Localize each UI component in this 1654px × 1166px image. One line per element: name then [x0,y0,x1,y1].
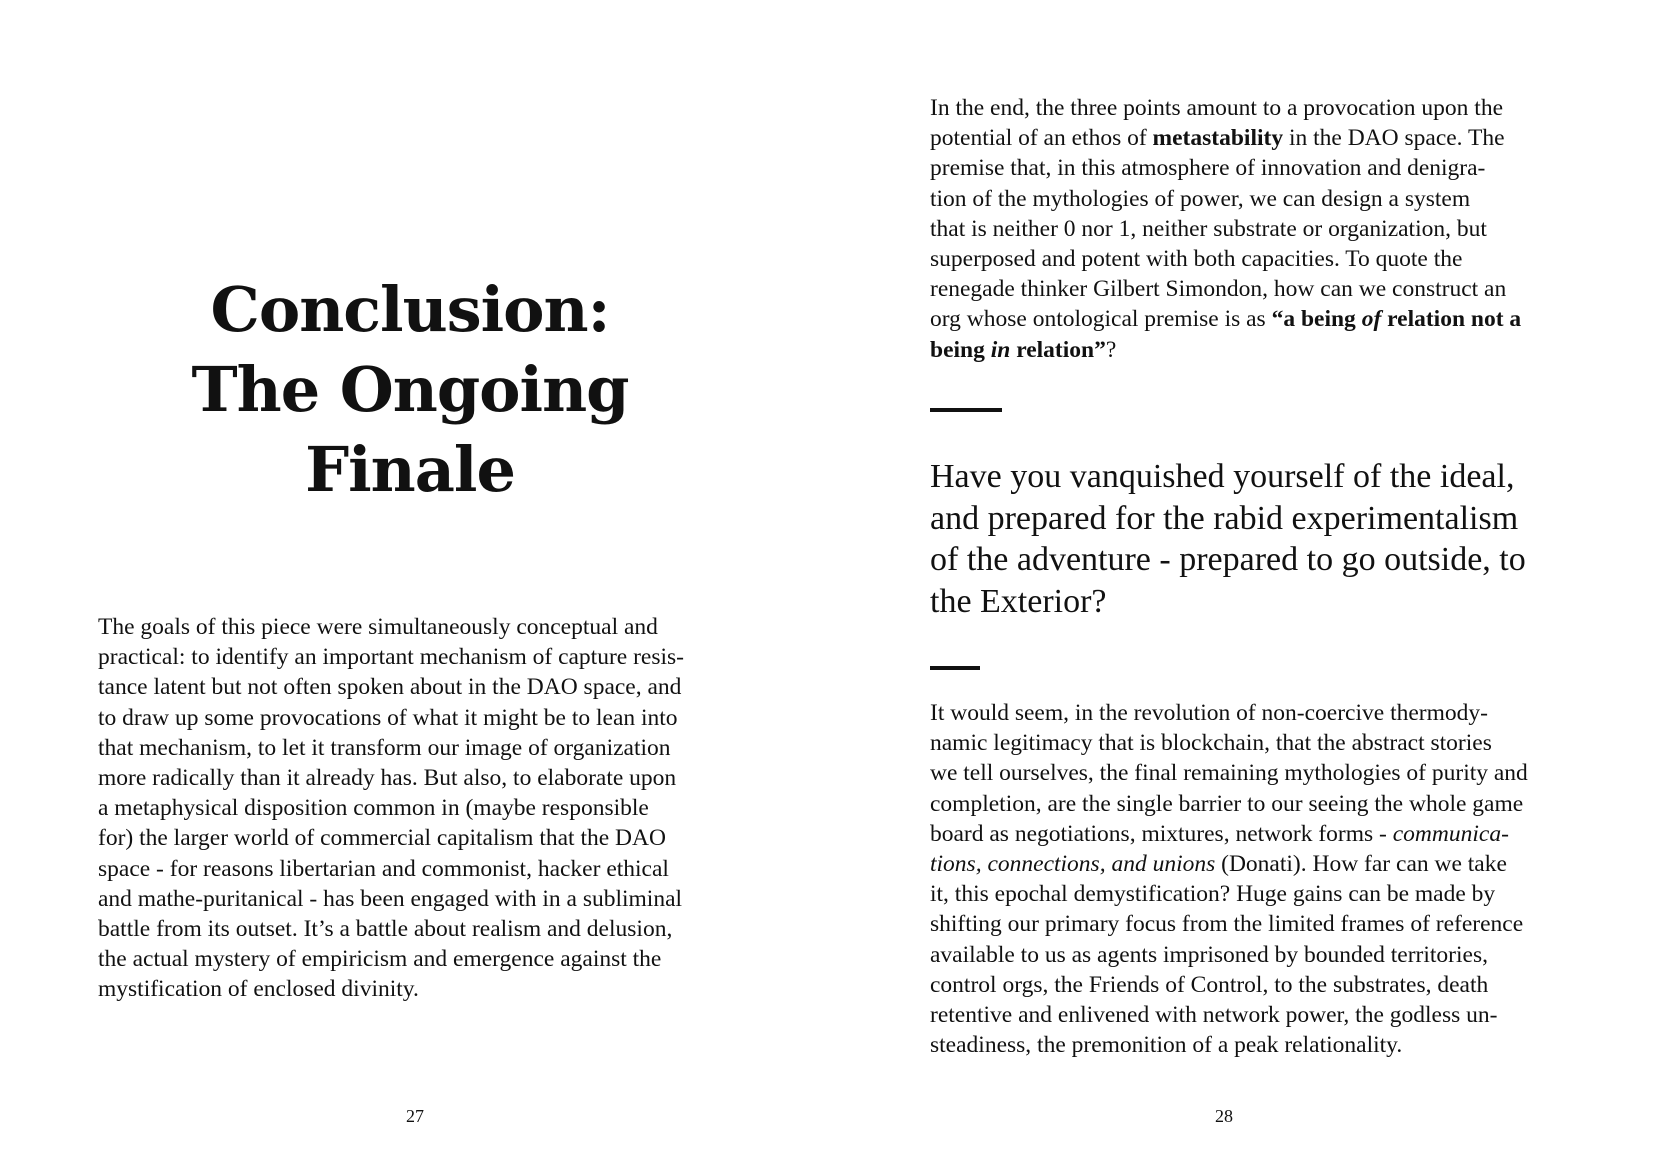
bold-term: metastability [1152,125,1284,152]
text-line: a metaphysical disposition common in (maybe responsible [98,795,649,822]
quote-bold [930,337,1106,363]
text-line: we tell ourselves, the final remaining mythologies of purity and [930,760,1528,787]
text-line: practical: to identify an important mechanism of capture resis- [98,644,684,671]
text-line: namic legitimacy that is blockchain, that the abstract stories [930,730,1492,757]
text-line: shifting our primary focus from the limited frames of reference [930,911,1524,938]
text-run: ? [1105,336,1117,363]
text-line: premise that, in this atmosphere of innovation and denigra- [930,155,1486,182]
chapter-title-line: The Ongoing Finale [191,353,629,506]
text-run: “a being [1271,306,1362,333]
text-line: tance latent but not often spoken about in the DAO space, and [98,674,682,701]
text-run: being [930,336,991,363]
text-line: the actual mystery of empiricism and emergence against the [98,946,662,973]
text-line: more radically than it already has. But also, to elaborate upon [98,765,677,792]
pull-quote-line: the Exterior? [930,582,1107,620]
text-line: available to us as agents imprisoned by bounded territories, [930,941,1488,968]
text-line: It would seem, in the revolution of non-coercive thermody- [930,700,1488,726]
italic-phrase: communica- [1392,820,1509,847]
italic-phrase: tions, connections, and unions [930,851,1216,878]
text-line: retentive and enlivened with network power, the godless un- [930,1002,1498,1029]
text-line: The goals of this piece were simultaneously conceptual and [98,614,658,640]
text-line [930,335,1570,365]
text-run: (Donati). How far can we take [1215,851,1507,878]
text-line: for) the larger world of commercial capitalism that the DAO [98,825,666,852]
text-line [930,304,1570,334]
page-number: 28 [1215,1106,1233,1126]
text-line [930,123,1570,153]
right-page [827,0,1654,1166]
page-number: 27 [406,1106,424,1126]
demystification-paragraph [930,698,1570,1060]
text-run: board as negotiations, mixtures, network forms - [930,820,1393,847]
text-line: control orgs, the Friends of Control, to the substrates, death [930,971,1489,998]
quote-bold [1272,306,1522,332]
text-line: In the end, the three points amount to a provocation upon the [930,95,1503,121]
text-run: relation” [1010,336,1106,363]
pull-quote-line: of the adventure - prepared to go outside, to [930,541,1526,578]
text-line: that mechanism, to let it transform our image of organization [98,734,671,761]
text-line: battle from its outset. It’s a battle about realism and delusion, [98,916,673,943]
pull-quote-line: Have you vanquished yourself of the ideal, [930,458,1515,495]
text-line: renegade thinker Gilbert Simondon, how can we construct an [930,276,1507,303]
text-line: and mathe-puritanical - has been engaged with in a subliminal [98,885,683,912]
text-run: relation not a [1381,306,1522,333]
quote-italic: in [990,336,1011,363]
text-line: that is neither 0 nor 1, neither substrate or organization, but [930,215,1487,242]
section-divider [930,666,980,670]
text-run: in the DAO space. The [1283,125,1505,152]
chapter-title [90,270,730,510]
pull-quote [930,456,1570,622]
text-line: tion of the mythologies of power, we can design a system [930,185,1471,212]
section-divider [930,408,1002,412]
text-line: steadiness, the premonition of a peak relationality. [930,1032,1403,1059]
text-run: org whose ontological premise is as [930,306,1272,333]
text-line: it, this epochal demystification? Huge gains can be made by [930,881,1496,908]
text-line [930,849,1570,879]
pull-quote-line: and prepared for the rabid experimentalism [930,499,1519,537]
chapter-title-line: Conclusion: [210,273,610,346]
metastability-paragraph [930,93,1570,365]
text-line: mystification of enclosed divinity. [98,976,419,1003]
intro-paragraph [98,612,738,1005]
text-line [930,819,1570,849]
text-line: space - for reasons libertarian and commonist, hacker ethical [98,855,669,882]
text-line: superposed and potent with both capacities. To quote the [930,246,1463,273]
text-line: completion, are the single barrier to our seeing the whole game [930,790,1524,817]
text-line: to draw up some provocations of what it might be to lean into [98,704,678,731]
quote-italic: of [1361,306,1382,333]
text-run: potential of an ethos of [930,125,1153,152]
